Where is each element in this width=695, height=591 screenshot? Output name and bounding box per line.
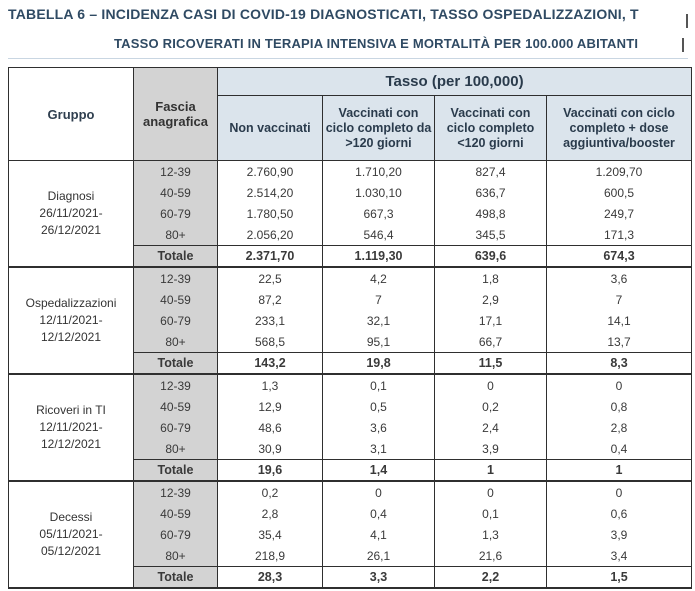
age-band-cell: 12-39 xyxy=(134,481,218,503)
header-tasso: Tasso (per 100,000) xyxy=(218,68,692,96)
header-vacc-under-120: Vaccinati con ciclo completo <120 giorni xyxy=(435,96,547,161)
rate-cell: 2,8 xyxy=(547,417,692,438)
edge-mark xyxy=(686,14,688,28)
age-band-cell: 80+ xyxy=(134,224,218,246)
group-label-line: Decessi xyxy=(49,510,93,524)
table-row xyxy=(9,267,692,289)
rate-cell: 12,9 xyxy=(218,396,323,417)
rate-cell: 249,7 xyxy=(547,203,692,224)
group-label xyxy=(9,267,134,374)
rate-cell: 600,5 xyxy=(547,182,692,203)
rate-cell: 0 xyxy=(547,481,692,503)
rate-cell: 1,3 xyxy=(218,374,323,396)
rate-cell: 0,2 xyxy=(218,481,323,503)
rate-cell: 218,9 xyxy=(218,545,323,567)
rate-cell: 3,4 xyxy=(547,545,692,567)
age-band-cell: 80+ xyxy=(134,545,218,567)
total-rate-cell: 11,5 xyxy=(435,353,547,375)
age-band-cell: 40-59 xyxy=(134,289,218,310)
rate-cell: 17,1 xyxy=(435,310,547,331)
rate-cell: 21,6 xyxy=(435,545,547,567)
rate-cell: 0 xyxy=(323,481,435,503)
rate-cell: 233,1 xyxy=(218,310,323,331)
rate-cell: 2,9 xyxy=(435,289,547,310)
rate-cell: 3,1 xyxy=(323,438,435,460)
total-rate-cell: 674,3 xyxy=(547,246,692,268)
group-label xyxy=(9,161,134,268)
total-rate-cell: 143,2 xyxy=(218,353,323,375)
title-divider xyxy=(8,58,688,59)
rate-cell: 4,1 xyxy=(323,524,435,545)
total-rate-cell: 639,6 xyxy=(435,246,547,268)
group-label-line: Diagnosi xyxy=(47,189,95,203)
total-label: Totale xyxy=(134,567,218,589)
incidence-table xyxy=(8,67,692,589)
rate-cell: 0,5 xyxy=(323,396,435,417)
total-rate-cell: 3,3 xyxy=(323,567,435,589)
rate-cell: 2,4 xyxy=(435,417,547,438)
rate-cell: 66,7 xyxy=(435,331,547,353)
total-label: Totale xyxy=(134,246,218,268)
rate-cell: 7 xyxy=(323,289,435,310)
table-row xyxy=(9,481,692,503)
total-rate-cell: 1.119,30 xyxy=(323,246,435,268)
rate-cell: 7 xyxy=(547,289,692,310)
group-label-line: 26/11/2021- xyxy=(39,206,103,220)
table-row xyxy=(9,161,692,183)
rate-cell: 1.209,70 xyxy=(547,161,692,183)
age-band-cell: 12-39 xyxy=(134,374,218,396)
rate-cell: 2.514,20 xyxy=(218,182,323,203)
group-label xyxy=(9,481,134,588)
rate-cell: 827,4 xyxy=(435,161,547,183)
rate-cell: 345,5 xyxy=(435,224,547,246)
rate-cell: 87,2 xyxy=(218,289,323,310)
total-rate-cell: 8,3 xyxy=(547,353,692,375)
rate-cell: 1,8 xyxy=(435,267,547,289)
rate-cell: 14,1 xyxy=(547,310,692,331)
rate-cell: 2.056,20 xyxy=(218,224,323,246)
rate-cell: 171,3 xyxy=(547,224,692,246)
total-rate-cell: 1,5 xyxy=(547,567,692,589)
rate-cell: 2.760,90 xyxy=(218,161,323,183)
rate-cell: 2,8 xyxy=(218,503,323,524)
rate-cell: 32,1 xyxy=(323,310,435,331)
total-rate-cell: 28,3 xyxy=(218,567,323,589)
total-rate-cell: 19,8 xyxy=(323,353,435,375)
age-band-cell: 40-59 xyxy=(134,182,218,203)
age-band-cell: 60-79 xyxy=(134,310,218,331)
header-vacc-over-120: Vaccinati con ciclo completo da >120 giorni xyxy=(323,96,435,161)
rate-cell: 35,4 xyxy=(218,524,323,545)
header-non-vaccinati: Non vaccinati xyxy=(218,96,323,161)
age-band-cell: 12-39 xyxy=(134,161,218,183)
rate-cell: 0,1 xyxy=(435,503,547,524)
rate-cell: 3,9 xyxy=(435,438,547,460)
total-label: Totale xyxy=(134,460,218,482)
group-label-line: 12/12/2021 xyxy=(40,330,102,344)
age-band-cell: 80+ xyxy=(134,438,218,460)
rate-cell: 0 xyxy=(435,481,547,503)
total-rate-cell: 1,4 xyxy=(323,460,435,482)
header-fascia-anagrafica: Fascia anagrafica xyxy=(134,68,218,161)
age-band-cell: 60-79 xyxy=(134,417,218,438)
rate-cell: 0 xyxy=(435,374,547,396)
group-label-line: 12/11/2021- xyxy=(39,313,103,327)
table-title-line-1: TABELLA 6 – INCIDENZA CASI DI COVID-19 DIAGNOSTICATI, TASSO OSPEDALIZZAZIONI, T xyxy=(8,6,639,22)
group-label-line: Ospedalizzazioni xyxy=(25,296,117,310)
rate-cell: 0,2 xyxy=(435,396,547,417)
age-band-cell: 40-59 xyxy=(134,396,218,417)
total-rate-cell: 19,6 xyxy=(218,460,323,482)
rate-cell: 546,4 xyxy=(323,224,435,246)
group-label-line: 05/11/2021- xyxy=(39,527,103,541)
rate-cell: 30,9 xyxy=(218,438,323,460)
header-gruppo: Gruppo xyxy=(9,68,134,161)
age-band-cell: 80+ xyxy=(134,331,218,353)
edge-mark xyxy=(682,38,684,52)
rate-cell: 4,2 xyxy=(323,267,435,289)
total-rate-cell: 1 xyxy=(435,460,547,482)
table-title-line-2: TASSO RICOVERATI IN TERAPIA INTENSIVA E MORTALITÀ PER 100.000 ABITANTI xyxy=(114,36,639,51)
rate-cell: 3,9 xyxy=(547,524,692,545)
group-label-line: 12/11/2021- xyxy=(39,420,103,434)
header-vacc-booster: Vaccinati con ciclo completo + dose aggiuntiva/booster xyxy=(547,96,692,161)
rate-cell: 95,1 xyxy=(323,331,435,353)
table-body xyxy=(9,161,692,589)
rate-cell: 636,7 xyxy=(435,182,547,203)
age-band-cell: 40-59 xyxy=(134,503,218,524)
total-rate-cell: 2.371,70 xyxy=(218,246,323,268)
rate-cell: 1.030,10 xyxy=(323,182,435,203)
group-label-line: 05/12/2021 xyxy=(40,544,102,558)
group-label-line: 26/12/2021 xyxy=(40,223,102,237)
rate-cell: 667,3 xyxy=(323,203,435,224)
group-label-line: Ricoveri in TI xyxy=(36,403,106,417)
rate-cell: 26,1 xyxy=(323,545,435,567)
age-band-cell: 60-79 xyxy=(134,524,218,545)
rate-cell: 13,7 xyxy=(547,331,692,353)
rate-cell: 1,3 xyxy=(435,524,547,545)
rate-cell: 0 xyxy=(547,374,692,396)
rate-cell: 3,6 xyxy=(323,417,435,438)
rate-cell: 0,1 xyxy=(323,374,435,396)
group-label xyxy=(9,374,134,481)
footnote xyxy=(8,584,408,591)
total-rate-cell: 2,2 xyxy=(435,567,547,589)
rate-cell: 1.710,20 xyxy=(323,161,435,183)
rate-cell: 3,6 xyxy=(547,267,692,289)
total-label: Totale xyxy=(134,353,218,375)
rate-cell: 0,8 xyxy=(547,396,692,417)
rate-cell: 0,4 xyxy=(547,438,692,460)
age-band-cell: 60-79 xyxy=(134,203,218,224)
rate-cell: 22,5 xyxy=(218,267,323,289)
rate-cell: 0,4 xyxy=(323,503,435,524)
table-row xyxy=(9,374,692,396)
total-rate-cell: 1 xyxy=(547,460,692,482)
rate-cell: 1.780,50 xyxy=(218,203,323,224)
rate-cell: 568,5 xyxy=(218,331,323,353)
rate-cell: 498,8 xyxy=(435,203,547,224)
age-band-cell: 12-39 xyxy=(134,267,218,289)
rate-cell: 0,6 xyxy=(547,503,692,524)
rate-cell: 48,6 xyxy=(218,417,323,438)
group-label-line: 12/12/2021 xyxy=(40,437,102,451)
